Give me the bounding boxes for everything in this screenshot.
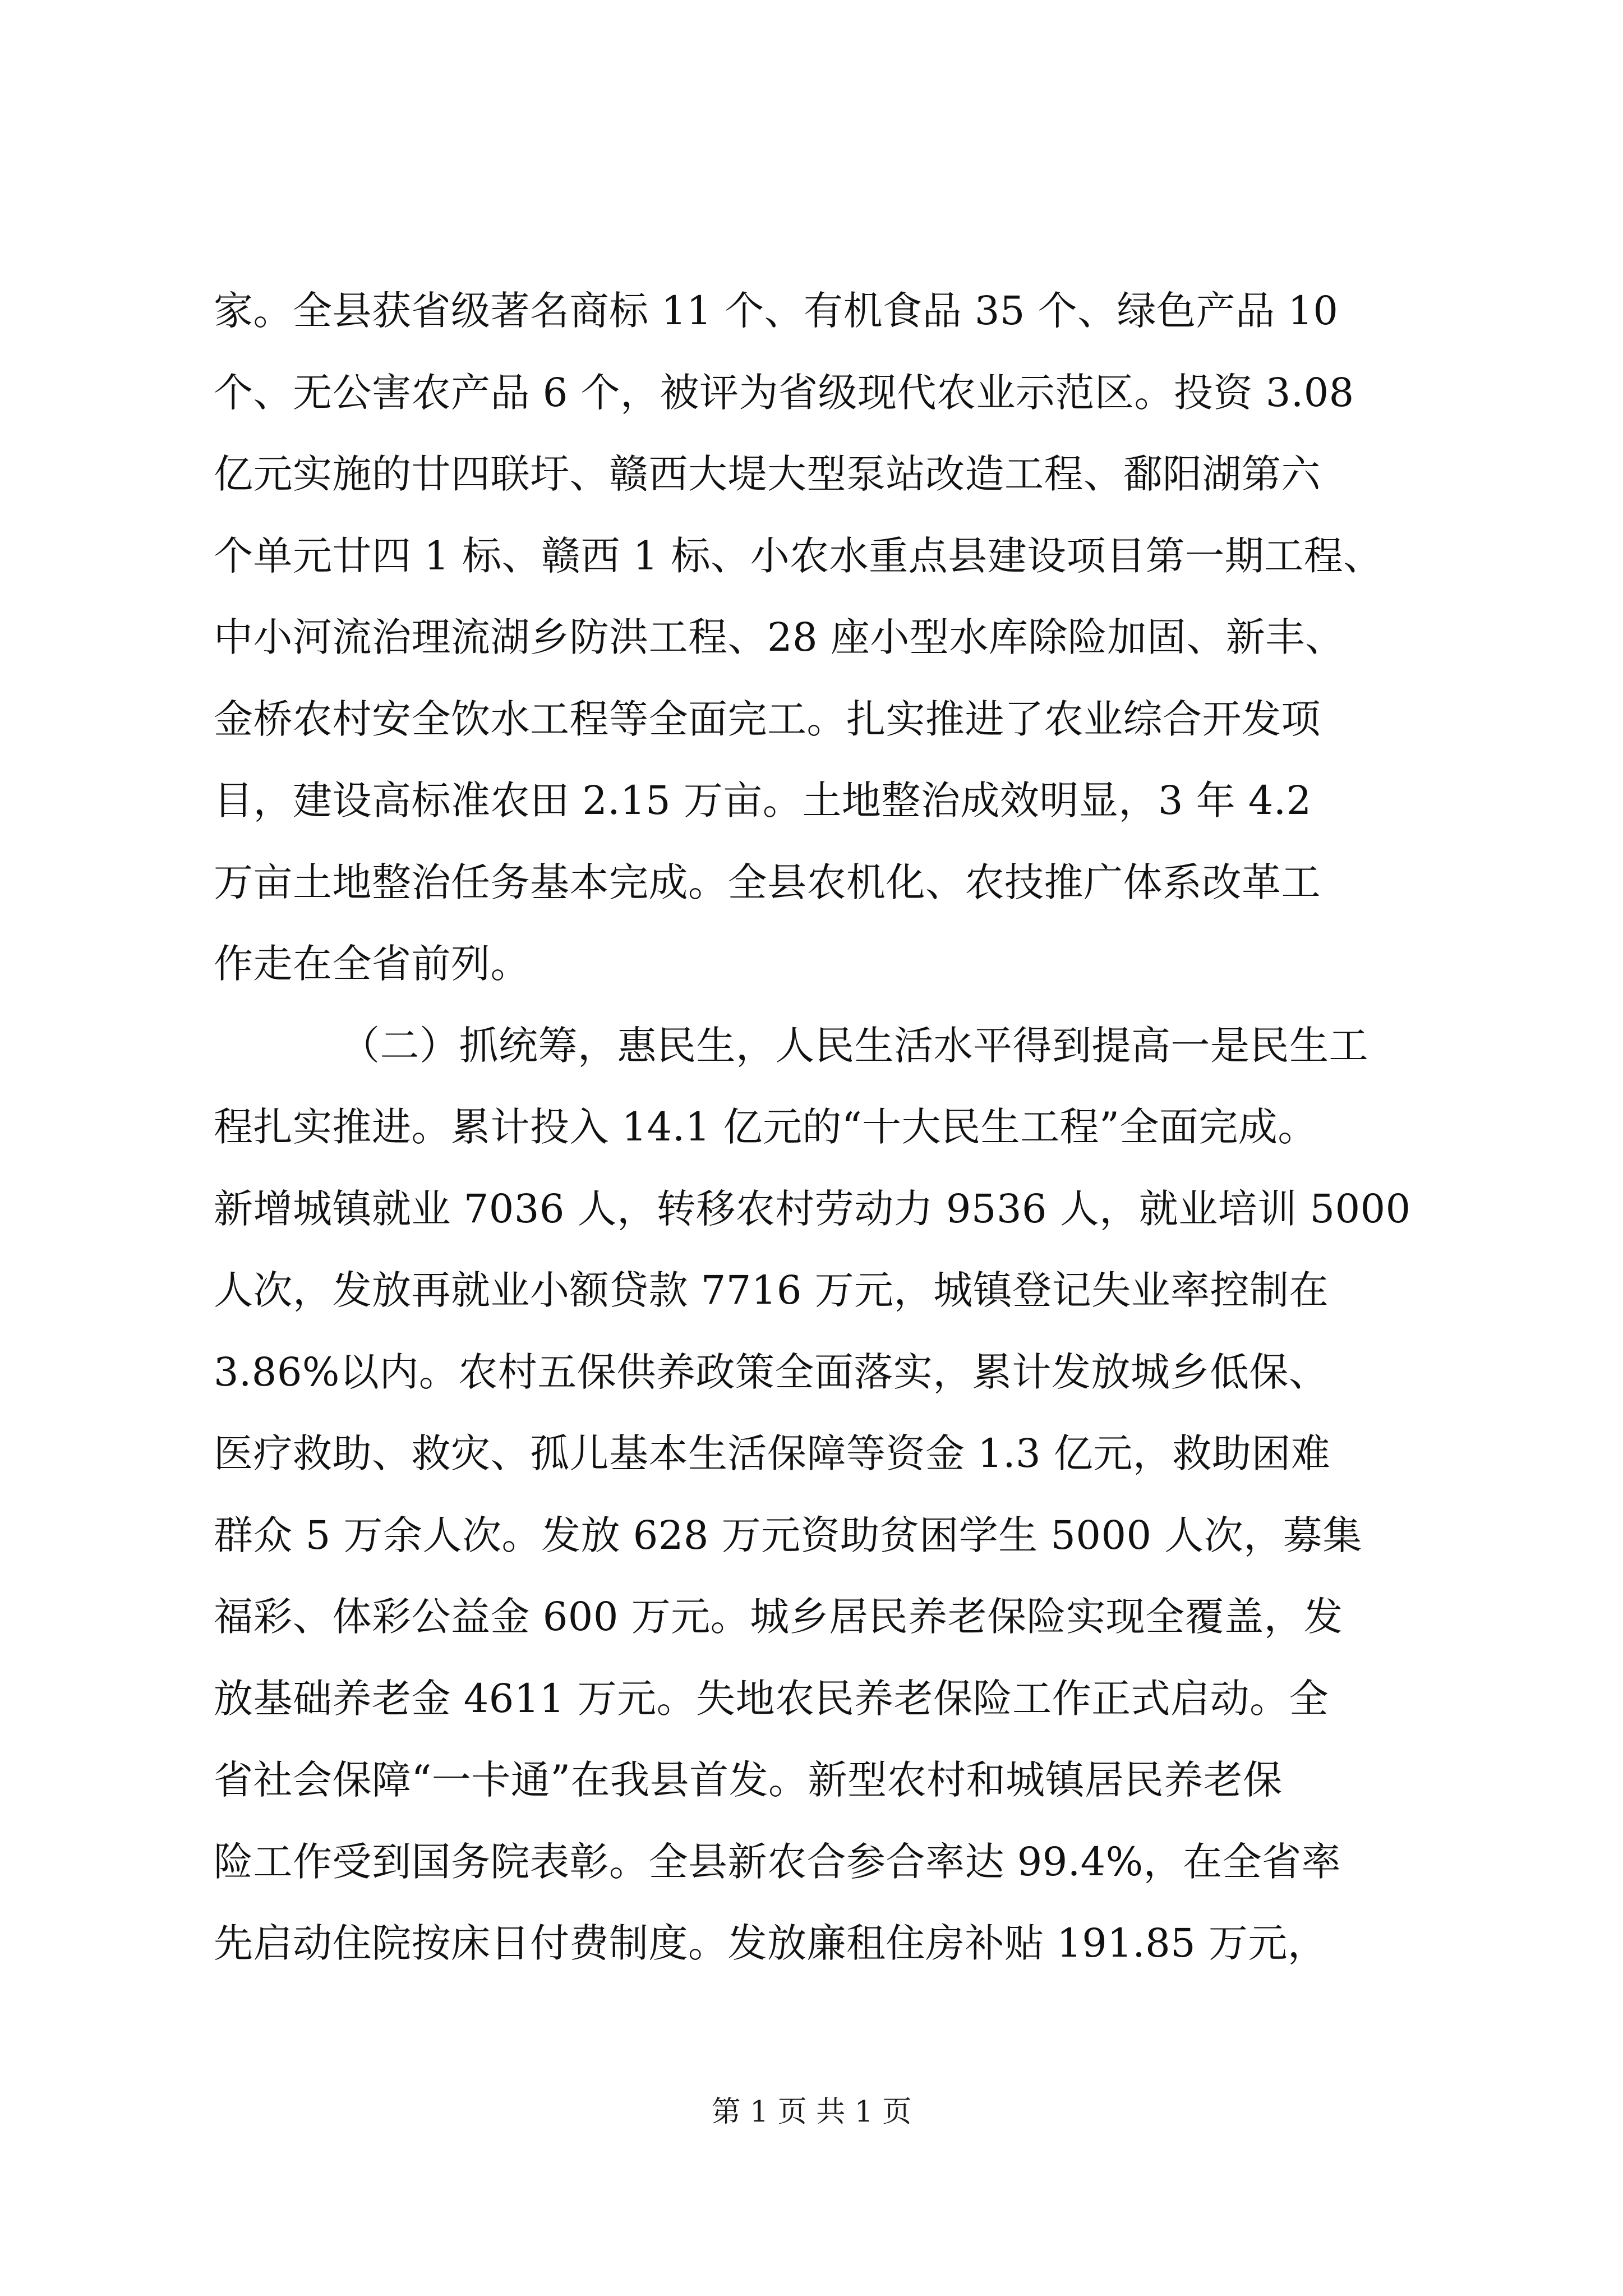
- text-line: 3.86%以内。农村五保供养政策全面落实，累计发放城乡低保、: [214, 1349, 1329, 1395]
- text-line: 个、无公害农产品 6 个，被评为省级现代农业示范区。投资 3.08: [214, 369, 1354, 416]
- text-line: 先启动住院按床日付费制度。发放廉租住房补贴 191.85 万元，: [214, 1920, 1327, 1966]
- text-line: 万亩土地整治任务基本完成。全县农机化、农技推广体系改革工: [214, 859, 1321, 905]
- text-line: 省社会保障“一卡通”在我县首发。新型农村和城镇居民养老保: [214, 1757, 1283, 1803]
- section-heading-line: （二）抓统筹，惠民生，人民生活水平得到提高一是民生工: [340, 1022, 1368, 1069]
- text-line: 医疗救助、救灾、孤儿基本生活保障等资金 1.3 亿元，救助困难: [214, 1430, 1331, 1476]
- text-line: 险工作受到国务院表彰。全县新农合参合率达 99.4%，在全省率: [214, 1838, 1341, 1885]
- text-line: 金桥农村安全饮水工程等全面完工。扎实推进了农业综合开发项: [214, 696, 1321, 742]
- text-line: 福彩、体彩公益金 600 万元。城乡居民养老保险实现全覆盖，发: [214, 1594, 1343, 1640]
- text-line: 新增城镇就业 7036 人，转移农村劳动力 9536 人，就业培训 5000: [214, 1185, 1411, 1232]
- text-line: 亿元实施的廿四联圩、赣西大堤大型泵站改造工程、鄱阳湖第六: [214, 451, 1321, 497]
- text-line: 程扎实推进。累计投入 14.1 亿元的“十大民生工程”全面完成。: [214, 1104, 1317, 1150]
- text-line: 家。全县获省级著名商标 11 个、有机食品 35 个、绿色产品 10: [214, 288, 1339, 334]
- text-line: 放基础养老金 4611 万元。失地农民养老保险工作正式启动。全: [214, 1675, 1329, 1722]
- text-line: 人次，发放再就业小额贷款 7716 万元，城镇登记失业率控制在: [214, 1267, 1329, 1313]
- body-text: [214, 270, 1419, 1985]
- text-line: 目，建设高标准农田 2.15 万亩。土地整治成效明显，3 年 4.2: [214, 777, 1312, 823]
- page-footer: 第 1 页 共 1 页: [711, 2095, 912, 2129]
- text-line: 群众 5 万余人次。发放 628 万元资助贫困学生 5000 人次，募集: [214, 1512, 1362, 1558]
- text-line: 中小河流治理流湖乡防洪工程、28 座小型水库除险加固、新丰、: [214, 614, 1345, 660]
- text-line: 作走在全省前列。: [214, 941, 530, 987]
- text-line: 个单元廿四 1 标、赣西 1 标、小农水重点县建设项目第一期工程、: [214, 532, 1383, 579]
